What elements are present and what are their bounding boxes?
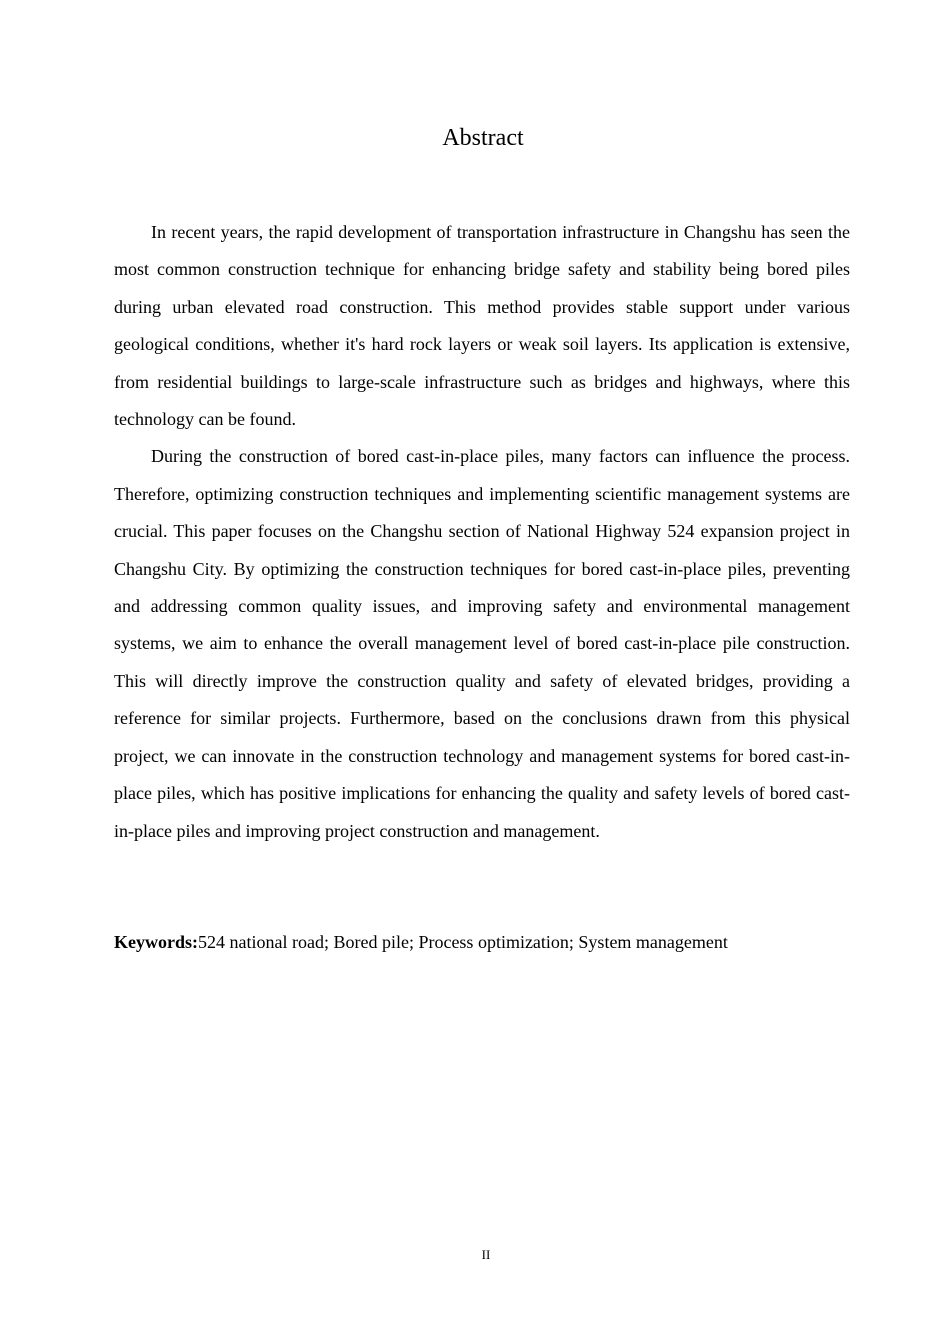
keywords-label: Keywords: (114, 932, 198, 952)
abstract-paragraph-1: In recent years, the rapid development of transportation infrastructure in Changshu has seen the most common construction technique for enhancing bridge safety and stability being bored piles during urban elevated road construction. This method provides stable support under various geological conditions, whether it's hard rock layers or weak soil layers. Its application is extensive, from residential buildings to large-scale infrastructure such as bridges and highways, where this technology can be found. (114, 222, 850, 430)
keywords-line (114, 924, 850, 961)
page-title: Abstract (442, 125, 524, 151)
abstract-paragraph-2: During the construction of bored cast-in-place piles, many factors can influence the process. Therefore, optimizing construction techniques and implementing scientific management systems are crucial. This paper focuses on the Changshu section of National Highway 524 expansion project in Changshu City. By optimizing the construction techniques for bored cast-in-place piles, preventing and addressing common quality issues, and improving safety and environmental management systems, we aim to enhance the overall management level of bored cast-in-place pile construction. This will directly improve the construction quality and safety of elevated bridges, providing a reference for similar projects. Furthermore, based on the conclusions drawn from this physical project, we can innovate in the construction technology and management systems for bored cast-in-place piles, which has positive implications for enhancing the quality and safety levels of bored cast-in-place piles and improving project construction and management. (114, 446, 850, 841)
keywords-text: 524 national road; Bored pile; Process optimization; System management (198, 932, 728, 952)
abstract-body (114, 214, 850, 850)
page-number: II (481, 1247, 491, 1262)
